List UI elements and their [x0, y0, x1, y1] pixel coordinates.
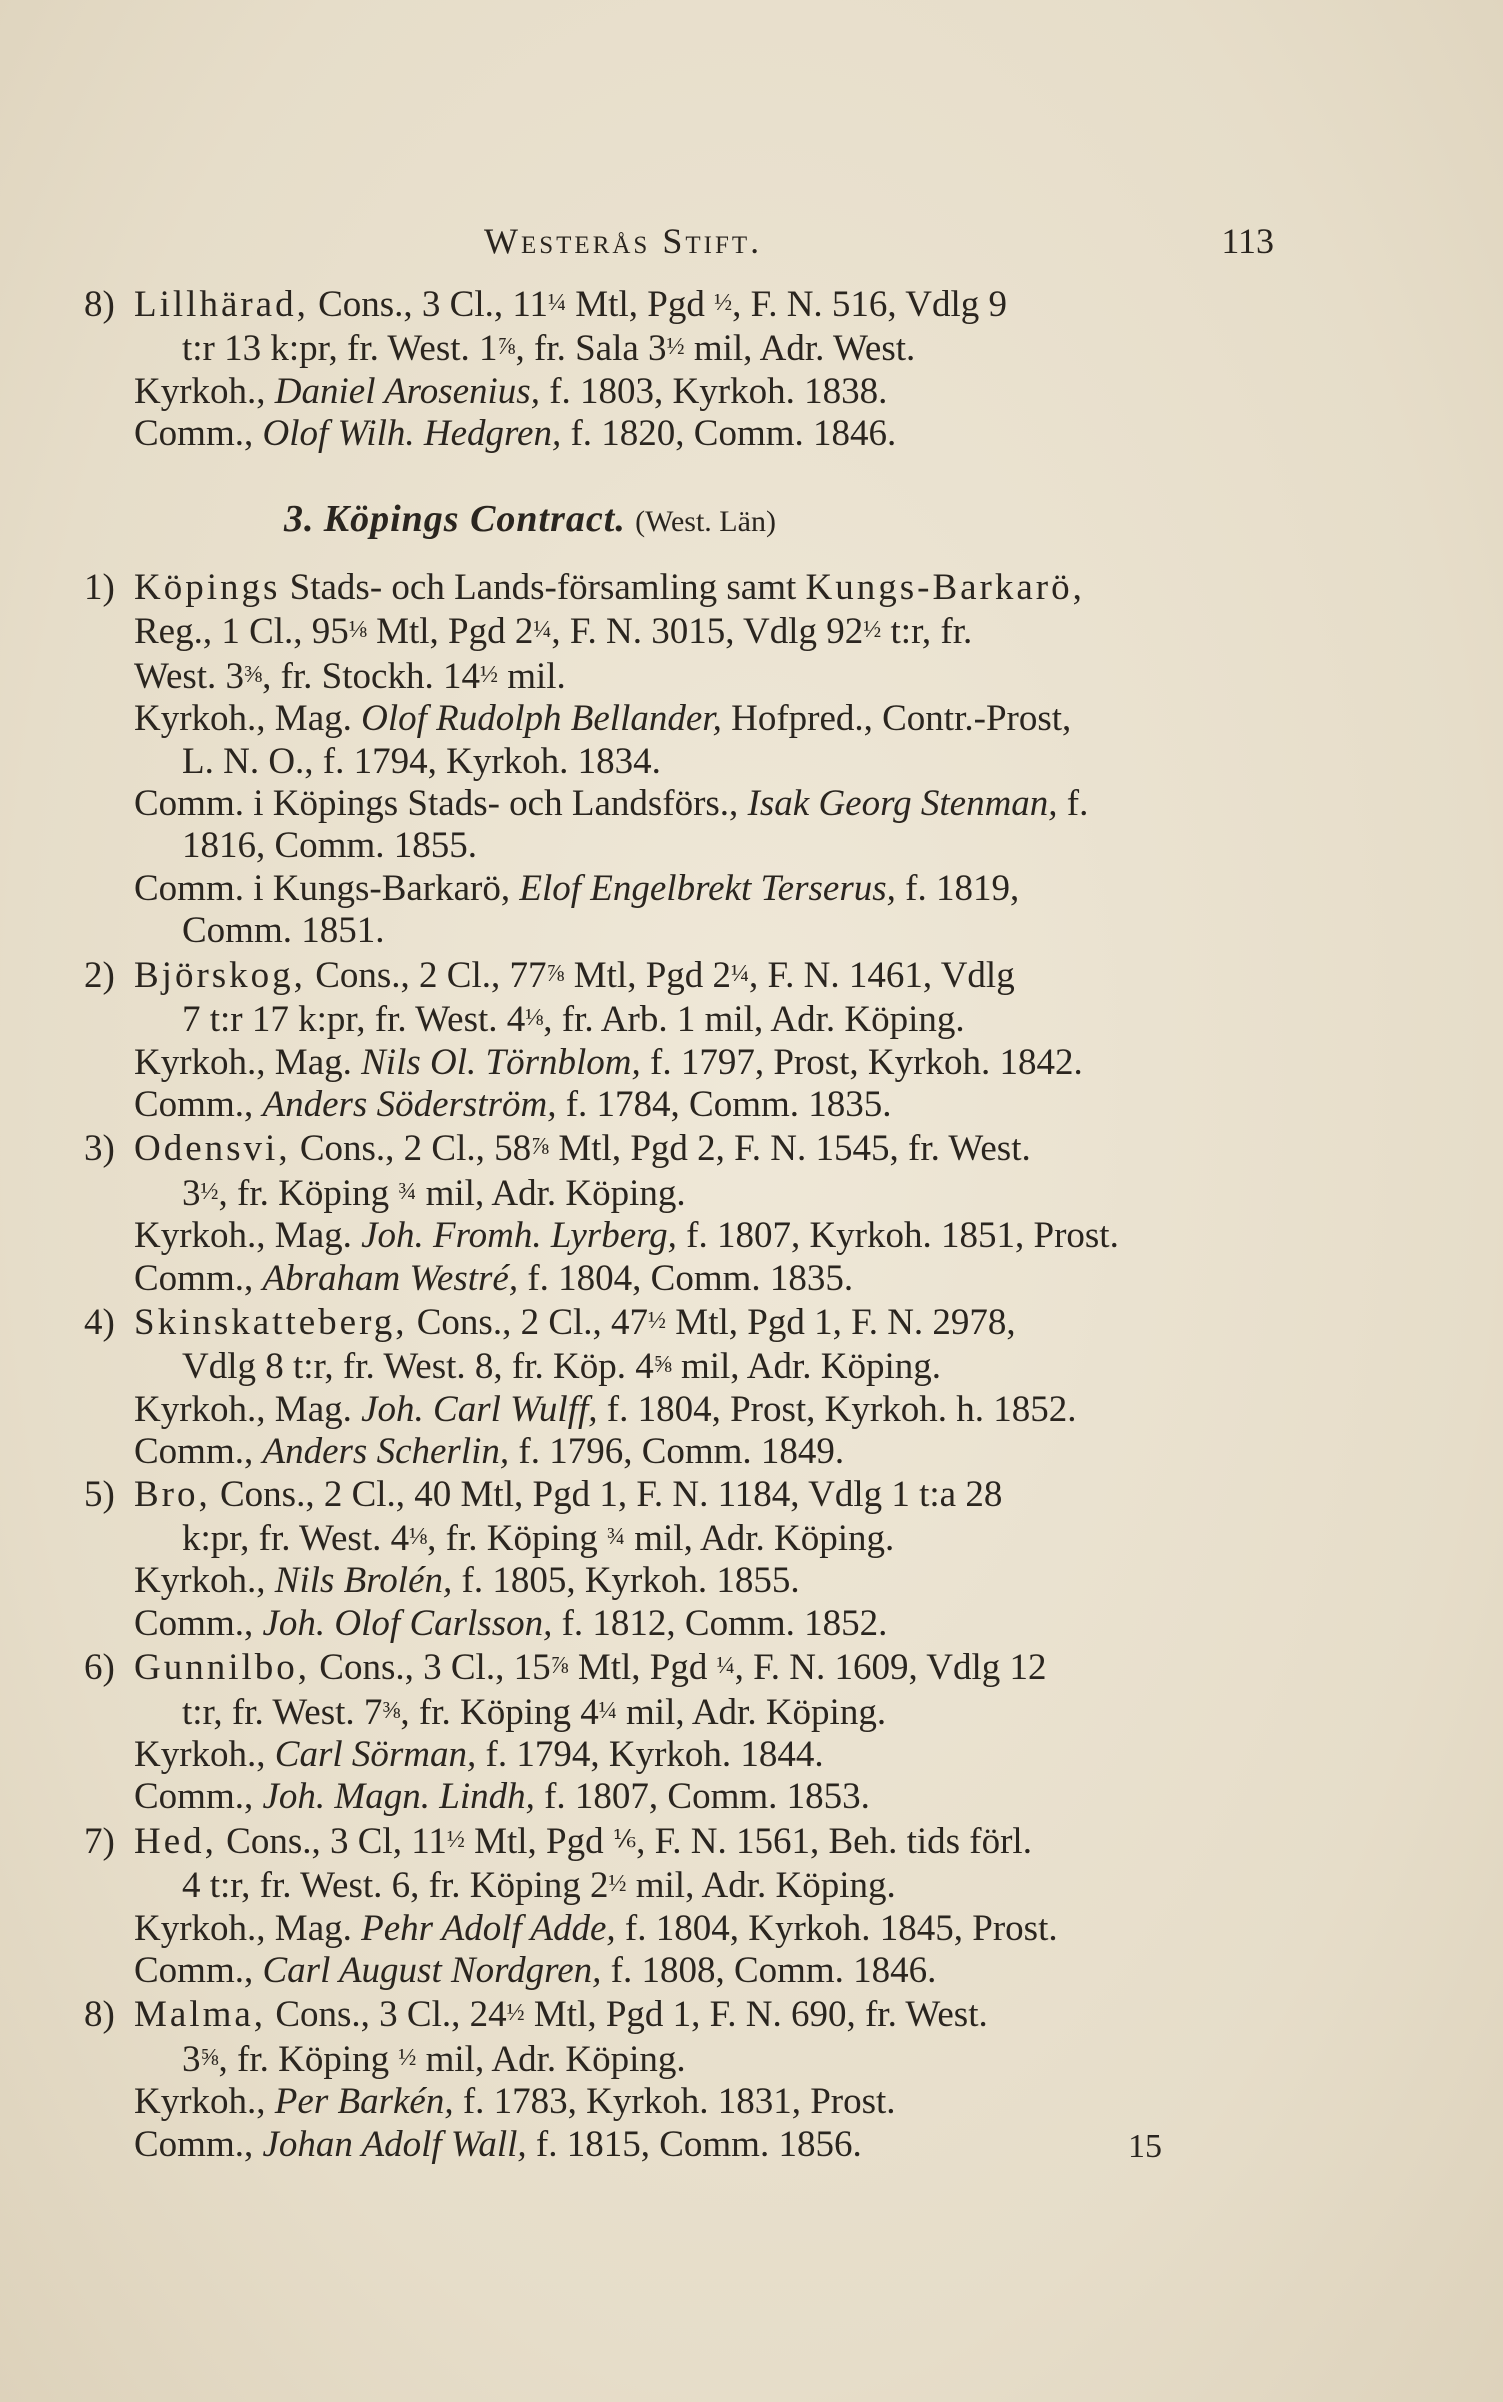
person-name: Joh. Olof Carlsson, — [262, 1602, 553, 1644]
fraction: ¼ — [533, 617, 552, 644]
entry-text: Stads- och Lands-församling samt — [280, 567, 806, 609]
entry-line — [84, 825, 1274, 867]
entry-line — [84, 1258, 1274, 1300]
entry-line — [84, 1734, 1274, 1776]
entry-text: Mtl, Pgd 2 — [366, 611, 534, 653]
person-name: Isak Georg Stenman, — [747, 783, 1058, 825]
section-region: (West. Län) — [635, 504, 776, 538]
entry-text: Cons., 2 Cl., 58 — [290, 1128, 532, 1170]
parish-name: Hed, — [134, 1820, 217, 1862]
entry-line — [84, 997, 1274, 1041]
entry-text: f. 1794, Kyrkoh. 1844. — [476, 1734, 824, 1775]
entry-text: Cons., 3 Cl., 15 — [310, 1647, 551, 1689]
fraction: ¾ — [398, 1178, 417, 1205]
entry-text: , F. N. 516, Vdlg 9 — [732, 284, 1007, 325]
entry-text: Kyrkoh., — [134, 1734, 275, 1775]
person-name: Abraham Westré, — [262, 1257, 519, 1299]
entry-text: Comm., — [134, 2123, 263, 2165]
entry-line — [84, 1389, 1274, 1431]
entry-text: Comm., — [134, 413, 263, 455]
entry-text: Comm., — [134, 1776, 263, 1818]
fraction: ½ — [714, 290, 733, 316]
entry-text: Cons., 3 Cl., 24 — [266, 1994, 507, 2036]
entry-line — [84, 1215, 1274, 1257]
fraction: ⅝ — [653, 1352, 672, 1379]
person-name: Anders Söderström, — [262, 1083, 557, 1125]
entry-number: 8) — [84, 1994, 115, 2036]
entry-line — [84, 1171, 1274, 1215]
entry-text: Mtl, Pgd 1, F. N. 690, fr. West. — [524, 1994, 988, 2036]
entry-text: 1816, Comm. 1855. — [182, 825, 477, 867]
entry-text: Cons., 3 Cl., 11 — [318, 284, 549, 325]
entry-line — [84, 1126, 1274, 1170]
entry-line — [84, 2081, 1274, 2123]
entry-line — [84, 783, 1274, 825]
entry-text: , F. N. 1609, Vdlg 12 — [734, 1647, 1047, 1689]
entry-text: f. 1784, Comm. 1835. — [556, 1083, 892, 1125]
entry-text: 3 — [182, 2038, 201, 2080]
entry-text: L. N. O., f. 1794, Kyrkoh. 1834. — [182, 740, 661, 782]
entry-bro — [84, 1474, 1274, 1646]
entry-line — [84, 953, 1274, 997]
entry-text: mil, Adr. Köping. — [416, 1172, 686, 1214]
entry-line — [84, 1908, 1274, 1950]
entry-text: Comm., — [134, 1950, 263, 1992]
signature-mark: 15 — [1128, 2128, 1162, 2165]
entry-text: Kyrkoh., Mag. — [134, 1041, 362, 1083]
entry-text: t:r, fr. West. 7 — [182, 1691, 383, 1733]
fraction: ⅞ — [497, 334, 516, 361]
person-name: Olof Rudolph Bellander, — [361, 698, 722, 740]
entry-line — [84, 1084, 1274, 1126]
fraction: ⅜ — [382, 1697, 401, 1724]
parish-name: Lillhärad, — [134, 284, 309, 325]
entry-line — [84, 2037, 1274, 2081]
entry-number: 4) — [84, 1301, 115, 1343]
entry-text: , fr. Arb. 1 mil, Adr. Köping. — [543, 999, 965, 1041]
entry-text: mil, Adr. Köping. — [624, 1517, 895, 1559]
parish-name: Malma, — [134, 1994, 267, 2036]
entry-line — [84, 2124, 1274, 2166]
fraction: ½ — [200, 1178, 219, 1205]
entry-gunnilbo — [84, 1645, 1274, 1819]
entry-line — [84, 609, 1274, 653]
entry-text: f. 1807, Comm. 1853. — [534, 1776, 870, 1818]
page-text — [84, 220, 1274, 2166]
entry-text: f. 1797, Prost, Kyrkoh. 1842. — [640, 1041, 1083, 1083]
fraction: ½ — [863, 617, 882, 644]
entry-text: f. 1804, Prost, Kyrkoh. h. 1852. — [597, 1388, 1077, 1430]
running-header — [84, 220, 1274, 282]
person-name: Carl August Nordgren, — [262, 1950, 602, 1992]
parish-name: Köpings — [134, 567, 281, 609]
entry-text: Kyrkoh., — [134, 2081, 275, 2123]
entry-line — [84, 1690, 1274, 1734]
parish-name: Odensvi, — [134, 1128, 291, 1170]
entry-text: Comm., — [134, 1602, 263, 1644]
person-name: Nils Ol. Törnblom, — [361, 1041, 641, 1083]
entry-line — [84, 413, 1274, 455]
person-name: Olof Wilh. Hedgren, — [262, 413, 562, 455]
entry-text: f. 1815, Comm. 1856. — [526, 2123, 862, 2165]
entry-hed — [84, 1819, 1274, 1993]
entry-text: mil, Adr. West. — [684, 328, 916, 370]
fraction: ⅞ — [550, 1653, 569, 1680]
parish-name: Skinskatteberg, — [134, 1301, 408, 1343]
parish-name: Kungs-Barkarö, — [805, 567, 1085, 609]
entry-line — [84, 1300, 1274, 1344]
fraction: ½ — [506, 2000, 525, 2027]
entry-line — [84, 1645, 1274, 1689]
fraction: ⅛ — [348, 617, 367, 644]
entry-line — [84, 1042, 1274, 1084]
section-number: 3. — [284, 497, 315, 540]
entry-text: Mtl, Pgd 1, F. N. 2978, — [666, 1301, 1016, 1343]
entry-text: Reg., 1 Cl., 95 — [134, 611, 349, 653]
person-name: Johan Adolf Wall, — [262, 2123, 527, 2165]
entry-number: 5) — [84, 1473, 115, 1515]
header-title: Westerås Stift. — [484, 221, 763, 261]
person-name: Per Barkén, — [274, 2081, 454, 2123]
entry-number: 2) — [84, 954, 115, 996]
entry-text: , fr. Stockh. 14 — [262, 655, 480, 697]
entry-text: Hofpred., Contr.-Prost, — [721, 698, 1072, 740]
entry-text: f. 1804, Comm. 1835. — [518, 1257, 854, 1299]
fraction: ½ — [398, 2044, 417, 2071]
entry-line — [84, 1431, 1274, 1473]
entry-text: mil, Adr. Köping. — [616, 1691, 887, 1733]
entry-number: 7) — [84, 1820, 115, 1862]
entry-text: Cons., 3 Cl, 11 — [216, 1820, 447, 1862]
fraction: ½ — [479, 661, 498, 688]
entry-text: Mtl, Pgd — [568, 1647, 717, 1689]
entry-text: f. 1783, Kyrkoh. 1831, Prost. — [453, 2081, 896, 2123]
entry-text: Cons., 2 Cl., 40 Mtl, Pgd 1, F. N. 1184, Vdlg 1 t:a 28 — [210, 1473, 1003, 1515]
entry-text: f. 1808, Comm. 1846. — [601, 1950, 937, 1992]
entry-text: 7 t:r 17 k:pr, fr. West. 4 — [182, 999, 526, 1041]
entry-text: Kyrkoh., Mag. — [134, 1388, 362, 1430]
entry-text: f. 1819, — [895, 867, 1020, 909]
fraction: ⅜ — [244, 661, 263, 688]
entry-line — [84, 741, 1274, 783]
entry-line — [84, 282, 1274, 326]
fraction: ⅞ — [546, 960, 565, 987]
person-name: Elof Engelbrekt Terserus, — [519, 867, 896, 909]
entry-line — [84, 1950, 1274, 1992]
entry-text: f. 1804, Kyrkoh. 1845, Prost. — [615, 1907, 1058, 1949]
entry-text: t:r, fr. — [881, 611, 973, 653]
entry-malma — [84, 1992, 1274, 2166]
person-name: Joh. Fromh. Lyrberg, — [361, 1215, 677, 1257]
entry-line — [84, 910, 1274, 952]
fraction: ⅝ — [200, 2044, 219, 2071]
entry-number: 3) — [84, 1128, 115, 1170]
person-name: Daniel Arosenius, — [274, 370, 540, 412]
fraction: ¼ — [716, 1653, 735, 1680]
entry-line — [84, 1560, 1274, 1602]
entry-text: k:pr, fr. West. 4 — [182, 1517, 410, 1559]
entry-text: , fr. Köping — [218, 2038, 399, 2080]
entry-line — [84, 698, 1274, 740]
entry-text: mil, Adr. Köping. — [626, 1865, 896, 1907]
entry-text: Cons., 2 Cl., 47 — [407, 1301, 649, 1343]
entry-text: , fr. Köping 4 — [400, 1691, 599, 1733]
entry-text: Mtl, Pgd 2, F. N. 1545, fr. West. — [549, 1128, 1031, 1170]
entry-text: Comm., — [134, 1431, 263, 1473]
entry-line — [84, 1992, 1274, 2036]
person-name: Nils Brolén, — [274, 1560, 453, 1602]
fraction: ⅞ — [531, 1134, 550, 1161]
entry-bjorskog — [84, 953, 1274, 1127]
entry-text: Comm., — [134, 1083, 263, 1125]
entry-text: mil, Adr. Köping. — [671, 1346, 942, 1388]
entry-text: , F. N. 3015, Vdlg 92 — [551, 611, 864, 653]
entry-text: Comm. i Köpings Stads- och Landsförs., — [134, 783, 748, 825]
entry-text: f. 1805, Kyrkoh. 1855. — [452, 1560, 800, 1602]
entry-text: f. 1812, Comm. 1852. — [552, 1602, 888, 1644]
fraction: ½ — [446, 1826, 465, 1853]
entry-line — [84, 1863, 1274, 1907]
entry-text: Cons., 2 Cl., 77 — [305, 954, 547, 996]
entry-kopings — [84, 567, 1274, 953]
entry-text: , fr. Sala 3 — [515, 328, 667, 370]
person-name: Joh. Carl Wulff, — [361, 1388, 598, 1430]
entry-line — [84, 567, 1274, 609]
parish-name: Björskog, — [134, 954, 306, 996]
entry-text: , fr. Köping — [427, 1517, 607, 1559]
entry-line — [84, 1516, 1274, 1560]
entry-text: f. 1820, Comm. 1846. — [561, 413, 897, 455]
fraction: ¼ — [548, 290, 567, 316]
fraction: ⅙ — [612, 1826, 637, 1853]
fraction: ¼ — [598, 1697, 617, 1724]
section-title: Köpings Contract. — [323, 497, 626, 540]
page-number: 113 — [1221, 221, 1274, 261]
entry-line — [84, 371, 1274, 413]
entry-text: mil. — [497, 655, 566, 697]
fraction: ½ — [648, 1307, 667, 1334]
fraction: ⅛ — [409, 1523, 428, 1550]
entry-line — [84, 1603, 1274, 1645]
entry-text: Comm. i Kungs-Barkarö, — [134, 867, 520, 909]
entry-text: Vdlg 8 t:r, fr. West. 8, fr. Köp. 4 — [182, 1346, 654, 1388]
entry-text: , F. N. 1561, Beh. tids förl. — [636, 1820, 1032, 1862]
entry-text: Kyrkoh., Mag. — [134, 698, 362, 740]
fraction: ¾ — [606, 1523, 625, 1550]
fraction: ½ — [666, 334, 685, 361]
entry-text: 3 — [182, 1172, 201, 1214]
entry-text: Mtl, Pgd — [464, 1820, 613, 1862]
entry-text: t:r 13 k:pr, fr. West. 1 — [182, 328, 498, 370]
entry-text: f. 1807, Kyrkoh. 1851, Prost. — [676, 1215, 1119, 1257]
entry-text: 4 t:r, fr. West. 6, fr. Köping 2 — [182, 1865, 609, 1907]
person-name: Anders Scherlin, — [262, 1431, 510, 1473]
entry-text: Comm., — [134, 1257, 263, 1299]
entry-line — [84, 654, 1274, 698]
entry-number: 1) — [84, 567, 115, 609]
entry-text: Kyrkoh., Mag. — [134, 1907, 362, 1949]
entry-line — [84, 1776, 1274, 1818]
entry-text: Comm. 1851. — [182, 910, 385, 952]
entry-text: Kyrkoh., Mag. — [134, 1215, 362, 1257]
entry-text: Kyrkoh., — [134, 370, 275, 412]
section-heading — [284, 498, 1274, 543]
entry-line — [84, 1819, 1274, 1863]
entry-text: f. — [1057, 783, 1089, 825]
entry-text: mil, Adr. Köping. — [416, 2038, 686, 2080]
person-name: Carl Sörman, — [274, 1734, 477, 1775]
entry-odensvi — [84, 1126, 1274, 1300]
entry-line — [84, 868, 1274, 910]
entry-text: Mtl, Pgd 2 — [564, 954, 732, 996]
person-name: Joh. Magn. Lindh, — [262, 1776, 535, 1818]
fraction: ½ — [608, 1871, 627, 1898]
entry-text: , fr. Köping — [218, 1172, 399, 1214]
entry-number: 8) — [84, 284, 115, 325]
entry-lillharad — [84, 282, 1274, 456]
entry-text: f. 1803, Kyrkoh. 1838. — [539, 370, 888, 412]
fraction: ⅛ — [525, 1005, 544, 1032]
entry-text: West. 3 — [134, 655, 245, 697]
entry-text: Kyrkoh., — [134, 1560, 275, 1602]
entry-text: Mtl, Pgd — [566, 284, 715, 325]
fraction: ¼ — [731, 960, 750, 987]
parish-name: Bro, — [134, 1473, 211, 1515]
entry-text: f. 1796, Comm. 1849. — [509, 1431, 845, 1473]
parish-name: Gunnilbo, — [134, 1647, 311, 1689]
entry-number: 6) — [84, 1647, 115, 1689]
entry-text: , F. N. 1461, Vdlg — [749, 954, 1015, 996]
entry-skinskatteberg — [84, 1300, 1274, 1474]
entry-line — [84, 1474, 1274, 1516]
entry-line — [84, 326, 1274, 370]
person-name: Pehr Adolf Adde, — [361, 1907, 616, 1949]
entry-line — [84, 1344, 1274, 1388]
